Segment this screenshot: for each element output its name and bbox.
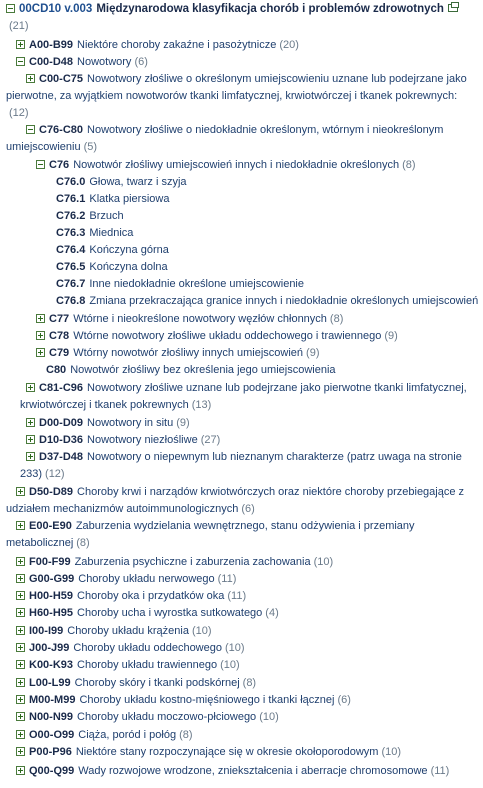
- node-code: C76.8: [56, 295, 86, 307]
- expand-toggle[interactable]: [16, 766, 25, 775]
- node-name: Choroby układu nerwowego: [78, 573, 215, 585]
- tree-node[interactable]: [26, 432, 220, 449]
- expand-toggle[interactable]: [16, 608, 25, 617]
- node-code: P00-P96: [29, 746, 72, 758]
- expand-toggle[interactable]: [16, 730, 25, 739]
- tree-root[interactable]: [6, 1, 476, 35]
- node-name: Choroby układu krążenia: [67, 625, 189, 637]
- node-code: D00-D09: [39, 417, 84, 429]
- collapse-toggle[interactable]: [6, 4, 15, 13]
- node-code: C79: [49, 347, 70, 359]
- expand-toggle[interactable]: [26, 452, 35, 461]
- tree-node[interactable]: [16, 54, 148, 71]
- node-code: D10-D36: [39, 434, 84, 446]
- node-count: (11): [217, 573, 237, 585]
- node-code: C77: [49, 313, 70, 325]
- tree-leaf[interactable]: [56, 259, 168, 276]
- node-name: Zaburzenia wydzielania wewnętrznego, stanu odżywienia i przemiany metabolicznej: [6, 520, 415, 549]
- node-count: (12): [45, 468, 65, 480]
- node-code: E00-E90: [29, 520, 72, 532]
- node-name: Choroby oka i przydatków oka: [77, 590, 225, 602]
- expand-toggle[interactable]: [26, 435, 35, 444]
- node-count: (11): [430, 765, 450, 777]
- expand-toggle[interactable]: [26, 383, 35, 392]
- node-code: C81-C96: [39, 382, 84, 394]
- node-count: (10): [381, 746, 402, 758]
- node-code: C76.1: [56, 193, 86, 205]
- expand-toggle[interactable]: [16, 626, 25, 635]
- tree-node[interactable]: [36, 328, 398, 345]
- node-code: F00-F99: [29, 556, 71, 568]
- node-code: C00-D48: [29, 56, 74, 68]
- tree-node[interactable]: [6, 518, 476, 552]
- tree-leaf[interactable]: [46, 362, 336, 379]
- node-count: (9): [384, 330, 398, 342]
- node-count: (9): [176, 417, 190, 429]
- node-name: Klatka piersiowa: [89, 193, 170, 205]
- node-code: K00-K93: [29, 659, 74, 671]
- node-code: I00-I99: [29, 625, 64, 637]
- node-name: Choroby układu trawiennego: [77, 659, 218, 671]
- node-code: G00-G99: [29, 573, 75, 585]
- collapse-toggle[interactable]: [16, 57, 25, 66]
- node-name: Wtórne nowotwory złośliwe układu oddechowego i trawiennego: [73, 330, 382, 342]
- node-code: M00-M99: [29, 694, 76, 706]
- node-name: Nowotwory in situ: [87, 417, 174, 429]
- node-name: Miednica: [89, 227, 134, 239]
- node-name: Kończyna dolna: [89, 261, 168, 273]
- node-count: (10): [313, 556, 334, 568]
- node-name: Choroby krwi i narządów krwiotwórczych oraz niektóre choroby przebiegające z udziałem mechanizmów autoimmunologicznych: [6, 486, 465, 515]
- tree-node[interactable]: [16, 763, 449, 780]
- expand-toggle[interactable]: [16, 591, 25, 600]
- node-name: Nowotwory złośliwe o niedokładnie określonym, wtórnym i nieokreślonym umiejscowieniu: [6, 124, 444, 153]
- expand-toggle[interactable]: [16, 712, 25, 721]
- node-name: Nowotwór złośliwy bez określenia jego umiejscowienia: [70, 364, 336, 376]
- expand-toggle[interactable]: [16, 521, 25, 530]
- node-name: Brzuch: [89, 210, 124, 222]
- expand-toggle[interactable]: [36, 348, 45, 357]
- node-count: (5): [83, 141, 98, 153]
- node-name: Międzynarodowa klasyfikacja chorób i problemów zdrowotnych: [96, 3, 444, 15]
- expand-toggle[interactable]: [36, 331, 45, 340]
- node-name: Nowotwory niezłośliwe: [87, 434, 198, 446]
- node-name: Choroby ucha i wyrostka sutkowatego: [77, 607, 263, 619]
- node-code: C76.7: [56, 278, 86, 290]
- node-code: C76.0: [56, 176, 86, 188]
- node-name: Kończyna górna: [89, 244, 169, 256]
- node-code: H60-H95: [29, 607, 74, 619]
- tree-node[interactable]: [6, 484, 476, 518]
- expand-toggle[interactable]: [26, 418, 35, 427]
- tree-node[interactable]: [26, 415, 190, 432]
- node-code: C76.4: [56, 244, 86, 256]
- node-name: Inne niedokładnie określone umiejscowienie: [89, 278, 304, 290]
- node-code: C00-C75: [39, 73, 84, 85]
- tree-leaf[interactable]: [56, 276, 304, 293]
- tree-node[interactable]: [16, 605, 279, 622]
- tree-node[interactable]: [36, 157, 416, 174]
- node-name: Głowa, twarz i szyja: [89, 176, 187, 188]
- expand-toggle[interactable]: [16, 678, 25, 687]
- node-name: Choroby układu oddechowego: [73, 642, 222, 654]
- expand-toggle[interactable]: [16, 643, 25, 652]
- node-name: Wady rozwojowe wrodzone, zniekształcenia i aberracje chromosomowe: [78, 765, 428, 777]
- node-code: C76: [49, 159, 70, 171]
- expand-toggle[interactable]: [16, 660, 25, 669]
- node-code: A00-B99: [29, 39, 74, 51]
- node-name: Nowotwory złośliwe o określonym umiejscowieniu uznane lub podejrzane jako pierwotne, za wyjątkiem nowotworów tkanki limfatycznej, krwiotwórczej i tkanek pokrewnych:: [6, 73, 467, 102]
- expand-toggle[interactable]: [16, 487, 25, 496]
- node-name: Zaburzenia psychiczne i zaburzenia zachowania: [74, 556, 311, 568]
- node-name: Nowotwory o niepewnym lub nieznanym charakterze (patrz uwaga na stronie 233): [20, 451, 462, 480]
- tree-node[interactable]: [16, 571, 236, 588]
- node-name: Niektóre choroby zakaźne i pasożytnicze: [77, 39, 277, 51]
- node-code: C78: [49, 330, 70, 342]
- tree-leaf[interactable]: [56, 242, 169, 259]
- node-code: J00-J99: [29, 642, 70, 654]
- open-in-window-icon[interactable]: [448, 4, 458, 12]
- node-count: (8): [402, 159, 416, 171]
- expand-toggle[interactable]: [36, 314, 45, 323]
- expand-toggle[interactable]: [16, 747, 25, 756]
- node-count: (10): [191, 625, 212, 637]
- expand-toggle[interactable]: [16, 574, 25, 583]
- node-count: (13): [191, 399, 212, 411]
- expand-toggle[interactable]: [16, 40, 25, 49]
- tree-leaf[interactable]: [56, 174, 187, 191]
- node-code: C76-C80: [39, 124, 84, 136]
- tree-node[interactable]: [36, 345, 320, 362]
- tree-node[interactable]: [16, 675, 256, 692]
- tree-leaf[interactable]: [56, 208, 124, 225]
- node-code: Q00-Q99: [29, 765, 75, 777]
- expand-toggle[interactable]: [16, 695, 25, 704]
- tree-node[interactable]: [16, 709, 279, 726]
- tree-node[interactable]: [16, 640, 245, 657]
- expand-toggle[interactable]: [16, 557, 25, 566]
- node-code: H00-H59: [29, 590, 74, 602]
- node-name: Nowotwory złośliwe uznane lub podejrzane jako pierwotne tkanki limfatycznej, krwiotwórczej i tkanek pokrewnych: [20, 382, 467, 411]
- tree-node[interactable]: [16, 657, 240, 674]
- node-name: Niektóre stany rozpoczynające się w okresie okołoporodowym: [75, 746, 379, 758]
- node-count: (12): [9, 107, 29, 119]
- node-name: Nowotwór złośliwy umiejscowień innych i niedokładnie określonych: [73, 159, 400, 171]
- node-count: (8): [329, 313, 344, 325]
- node-count: (8): [76, 537, 90, 549]
- node-name: Choroby układu kostno-mięśniowego i tkanki łącznej: [79, 694, 335, 706]
- node-code: C76.5: [56, 261, 86, 273]
- node-name: Wtórny nowotwór złośliwy innych umiejscowień: [73, 347, 304, 359]
- tree-node[interactable]: [16, 554, 333, 571]
- tree-node[interactable]: [16, 588, 246, 605]
- node-count: (27): [200, 434, 221, 446]
- node-code: C80: [46, 364, 67, 376]
- node-name: Choroby układu moczowo-płciowego: [77, 711, 257, 723]
- node-count: (10): [259, 711, 279, 723]
- node-code: L00-L99: [29, 677, 71, 689]
- tree-node[interactable]: [20, 449, 476, 483]
- collapse-toggle[interactable]: [26, 125, 35, 134]
- node-name: Ciąża, poród i połóg: [78, 729, 177, 741]
- node-name: Nowotwory: [77, 56, 132, 68]
- node-code: C76.2: [56, 210, 86, 222]
- tree-leaf[interactable]: [56, 191, 169, 208]
- node-code: N00-N99: [29, 711, 74, 723]
- node-count: (6): [337, 694, 351, 706]
- tree-node[interactable]: [20, 380, 476, 414]
- node-code: O00-O99: [29, 729, 75, 741]
- node-code: 00CD10 v.003: [19, 3, 93, 15]
- node-count: (11): [227, 590, 247, 602]
- node-count: (6): [241, 503, 255, 515]
- tree-leaf[interactable]: [56, 293, 478, 310]
- expand-toggle[interactable]: [26, 74, 35, 83]
- tree-node[interactable]: [6, 122, 476, 156]
- tree-node[interactable]: [16, 37, 299, 54]
- tree-node[interactable]: [6, 71, 476, 122]
- tree-node[interactable]: [16, 623, 212, 640]
- node-count: (10): [224, 642, 245, 654]
- node-count: (9): [306, 347, 320, 359]
- node-code: C76.3: [56, 227, 86, 239]
- node-count: (20): [279, 39, 299, 51]
- node-name: Wtórne i nieokreślone nowotwory węzłów chłonnych: [73, 313, 327, 325]
- tree-node[interactable]: [16, 727, 193, 744]
- node-name: Zmiana przekraczająca granice innych i niedokładnie określonych umiejscowień: [89, 295, 479, 307]
- node-count: (10): [220, 659, 240, 671]
- collapse-toggle[interactable]: [36, 160, 45, 169]
- node-count: (6): [134, 56, 148, 68]
- tree-node[interactable]: [36, 311, 343, 328]
- node-code: D37-D48: [39, 451, 84, 463]
- tree-node[interactable]: [16, 692, 351, 709]
- node-name: Choroby skóry i tkanki podskórnej: [74, 677, 240, 689]
- node-count: (8): [242, 677, 257, 689]
- node-code: D50-D89: [29, 486, 74, 498]
- tree-node[interactable]: [16, 744, 401, 761]
- node-count: (8): [179, 729, 193, 741]
- tree-leaf[interactable]: [56, 225, 133, 242]
- node-count: (21): [9, 20, 29, 32]
- node-count: (4): [265, 607, 279, 619]
